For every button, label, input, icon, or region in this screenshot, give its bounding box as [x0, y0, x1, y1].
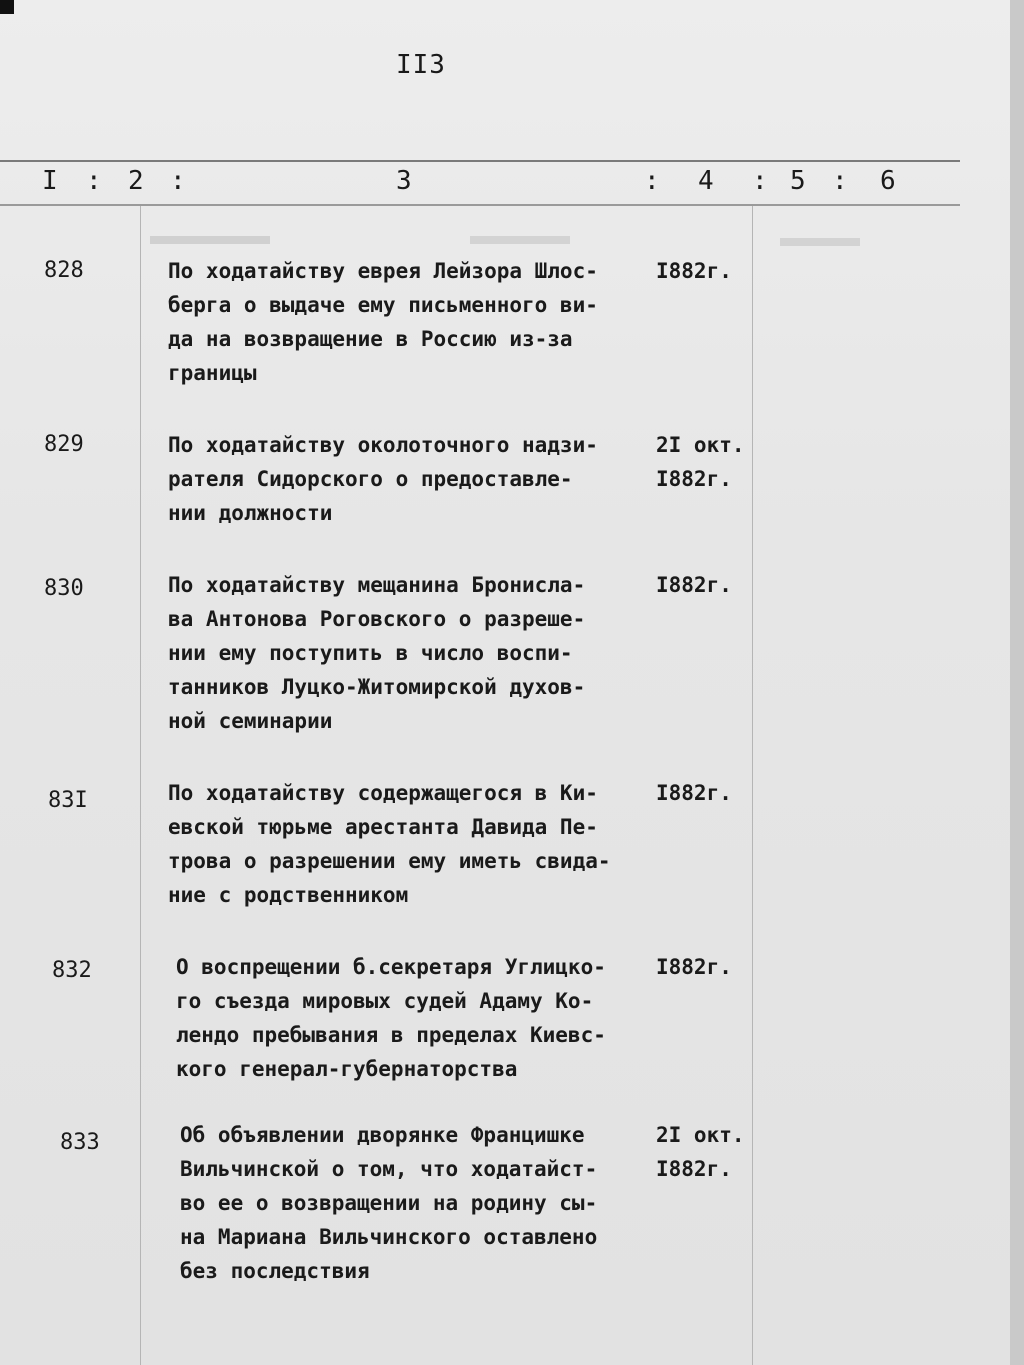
entry-description: О воспрещении б.секретаря Углицко- го съезда мировых судей Адаму Ко- лендо пребывания в пределах Киевс- кого генерал-губернаторства: [176, 955, 606, 1081]
bleed-through-mark: [780, 238, 860, 246]
column-header-2: 2: [128, 166, 144, 196]
entry-date: I882г.: [656, 573, 732, 597]
column-divider: [140, 206, 141, 1365]
entry-number: 829: [44, 432, 84, 457]
entry-description: Об объявлении дворянке Францишке Вильчинской о том, что ходатайст- во ее о возвращении на родину сы- на Мариана Вильчинского оставлено без последствия: [180, 1123, 598, 1283]
entry-date: 2I окт. I882г.: [656, 433, 745, 491]
page-corner-mark: [0, 0, 14, 14]
page-edge: [1010, 0, 1024, 1365]
entry-number: 833: [60, 1130, 100, 1155]
column-header-1: I: [42, 166, 58, 196]
entry-date: I882г.: [656, 259, 732, 283]
column-separator: :: [170, 166, 186, 196]
entry-number: 83I: [48, 788, 88, 813]
column-separator: :: [86, 166, 102, 196]
column-header-5: 5: [790, 166, 806, 196]
column-header-row: [0, 166, 960, 202]
entry-description: По ходатайству околоточного надзи- рателя Сидорского о предоставле- нии должности: [168, 433, 598, 525]
entry-number: 832: [52, 958, 92, 983]
header-rule-bottom: [0, 204, 960, 206]
column-separator: :: [752, 166, 768, 196]
entry-description: По ходатайству мещанина Бронисла- ва Антонова Роговского о разреше- нии ему поступить в число воспи- танников Луцко-Житомирской духов- ной семинарии: [168, 573, 586, 733]
entry-date: 2I окт. I882г.: [656, 1123, 745, 1181]
entry-description: По ходатайству содержащегося в Ки- евской тюрьме арестанта Давида Пе- трова о разрешении ему иметь свида- ние с родственником: [168, 781, 611, 907]
entry-date: I882г.: [656, 781, 732, 805]
entry-date: I882г.: [656, 955, 732, 979]
entry-number: 830: [44, 576, 84, 601]
header-rule-top: [0, 160, 960, 162]
column-separator: :: [832, 166, 848, 196]
column-header-3: 3: [396, 166, 412, 196]
entry-description: По ходатайству еврея Лейзора Шлос- берга о выдаче ему письменного ви- да на возвращение в Россию из-за границы: [168, 259, 598, 385]
page-number: II3: [396, 50, 446, 80]
bleed-through-mark: [150, 236, 270, 244]
bleed-through-mark: [470, 236, 570, 244]
column-header-4: 4: [698, 166, 714, 196]
entry-number: 828: [44, 258, 84, 283]
column-header-6: 6: [880, 166, 896, 196]
column-separator: :: [644, 166, 660, 196]
